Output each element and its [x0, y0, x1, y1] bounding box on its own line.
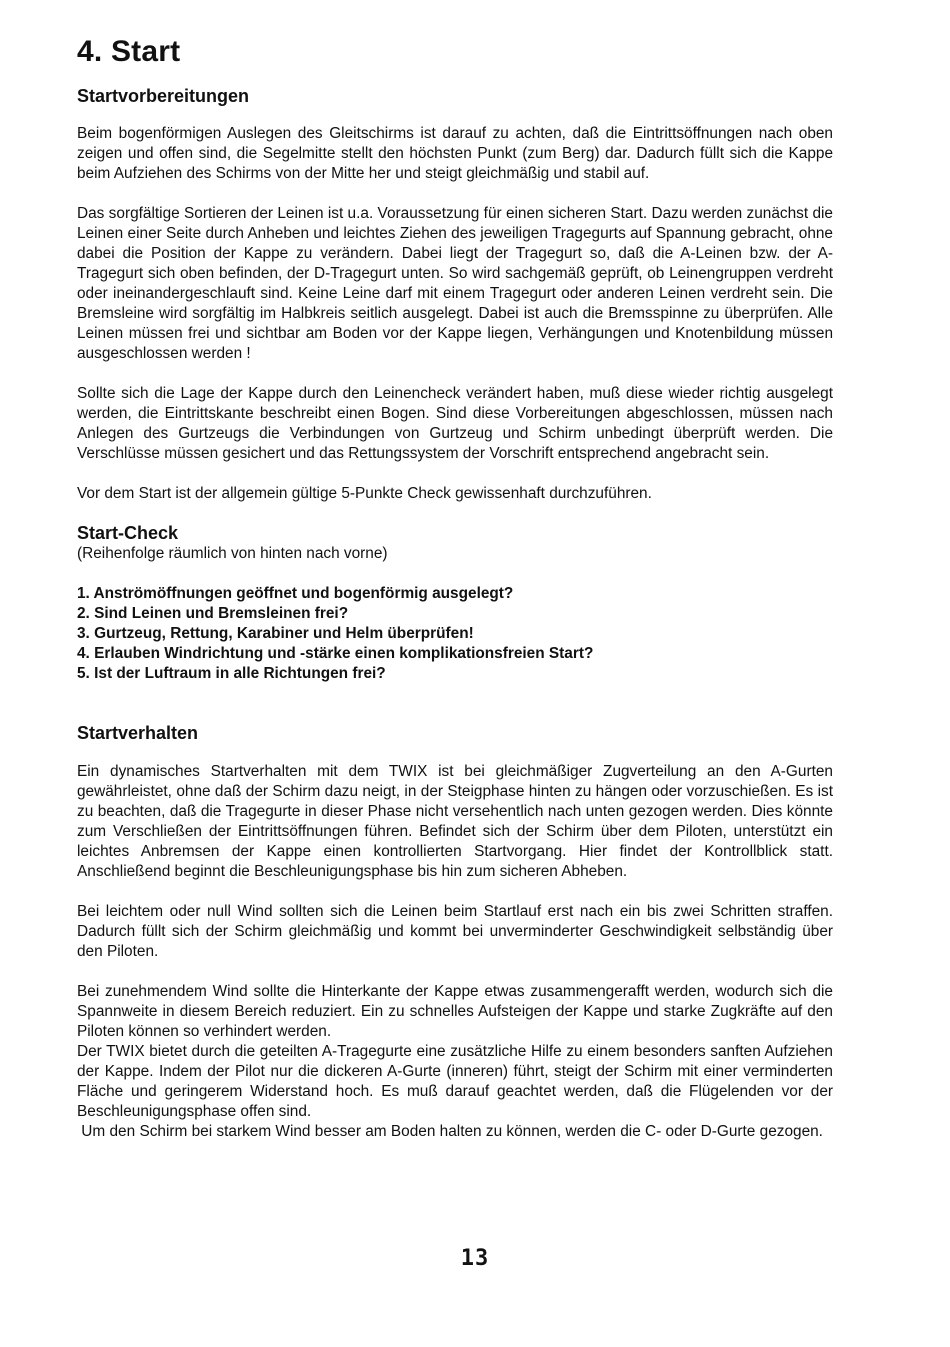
checklist-item: 4. Erlauben Windrichtung und -stärke einen komplikationsfreien Start? — [77, 645, 594, 662]
start-check-list — [77, 584, 833, 684]
paragraph: Das sorgfältige Sortieren der Leinen ist u.a. Voraussetzung für einen sicheren Start. Dazu werden zunächst die Leinen einer Seite durch Anheben und leichtes Ziehen des jeweiligen Tragegurts auf Spannung gebracht, ohne dabei die Position der Kappe zu verändern. Dabei liegt der Tragegurt so, daß die A-Leinen bzw. der A-Tragegurt sich oben befinden, der D-Tragegurt unten. So wird sachgemäß geprüft, ob Leinengruppen verdreht oder ineinandergeschlauft sind. Keine Leine darf mit einem Tragegurt oder anderen Leinen verdreht sein. Die Bremsleine wird sorgfältig im Halbkreis seitlich ausgelegt. Dabei ist auch die Bremsspinne zu überprüfen. Alle Leinen müssen frei und sichtbar am Boden vor der Kappe liegen, Verhängungen und Knotenbildung müssen ausgeschlossen werden ! — [77, 205, 833, 362]
document-page — [77, 32, 833, 1142]
paragraph: Der TWIX bietet durch die geteilten A-Tragegurte eine zusätzliche Hilfe zu einem besonders sanften Aufziehen der Kappe. Indem der Pilot nur die dickeren A-Gurte (inneren) führt, steigt der Schirm mit einer verminderten Fläche und geringerem Widerstand hoch. Es muß darauf geachtet werden, daß die Flügelenden vor der Beschleunigungsphase offen sind. — [77, 1043, 833, 1120]
checklist-item: 2. Sind Leinen und Bremsleinen frei? — [77, 605, 349, 622]
page-title: 4. Start — [77, 35, 181, 68]
checklist-item: 5. Ist der Luftraum in alle Richtungen frei? — [77, 665, 386, 682]
paragraph: Bei leichtem oder null Wind sollten sich die Leinen beim Startlauf erst nach ein bis zwei Schritten straffen. Dadurch füllt sich der Schirm gleichmäßig und kommt bei unverminderter Geschwindigkeit selbständig über den Piloten. — [77, 903, 833, 960]
paragraph: Vor dem Start ist der allgemein gültige 5-Punkte Check gewissenhaft durchzuführen. — [77, 485, 652, 502]
section-heading-startverhalten: Startverhalten — [77, 723, 199, 743]
paragraph: Sollte sich die Lage der Kappe durch den Leinencheck verändert haben, muß diese wieder richtig ausgelegt werden, die Eintrittskante beschreibt einen Bogen. Sind diese Vorbereitungen abgeschlossen, müssen nach Anlegen des Gurtzeugs die Verbindungen von Gurtzeug und Schirm unbedingt überprüft werden. Die Verschlüsse müssen gesichert und das Rettungssystem der Vorschrift entsprechend angebracht sein. — [77, 385, 833, 462]
paragraph: Ein dynamisches Startverhalten mit dem TWIX ist bei gleichmäßiger Zugverteilung an den A-Gurten gewährleistet, ohne daß der Schirm dazu neigt, in der Steigphase hinten zu hängen oder vorzuschießen. Es ist zu beachten, daß die Tragegurte in dieser Phase nicht versehentlich nach unten gezogen werden. Dies könnte zum Verschließen der Eintrittsöffnungen führen. Befindet sich der Schirm über dem Piloten, unterstützt ein leichtes Anbremsen der Kappe einen kontrollierten Startvorgang. Hier findet der Kontrollblick statt. Anschließend beginnt die Beschleunigungsphase bis hin zum sicheren Abheben. — [77, 763, 833, 880]
page-number: 13 — [460, 1246, 490, 1271]
start-check-subtitle: (Reihenfolge räumlich von hinten nach vorne) — [77, 545, 388, 562]
paragraph: Um den Schirm bei starkem Wind besser am Boden halten zu können, werden die C- oder D-Gurte gezogen. — [77, 1123, 823, 1140]
section-heading-startvorbereitungen: Startvorbereitungen — [77, 86, 250, 106]
checklist-item: 1. Anströmöffnungen geöffnet und bogenförmig ausgelegt? — [77, 585, 514, 602]
paragraph: Beim bogenförmigen Auslegen des Gleitschirms ist darauf zu achten, daß die Eintrittsöffnungen nach oben zeigen und offen sind, die Segelmitte stellt den höchsten Punkt (zum Berg) dar. Dadurch füllt sich die Kappe beim Aufziehen des Schirms von der Mitte her und steigt gleichmäßig und stabil auf. — [77, 125, 833, 182]
paragraph: Bei zunehmendem Wind sollte die Hinterkante der Kappe etwas zusammengerafft werden, wodurch sich die Spannweite in diesem Bereich reduziert. Ein zu schnelles Aufsteigen der Kappe und starke Zugkräfte auf den Piloten können so verhindert werden. — [77, 983, 833, 1040]
checklist-item: 3. Gurtzeug, Rettung, Karabiner und Helm überprüfen! — [77, 625, 474, 642]
section-heading-start-check: Start-Check — [77, 523, 179, 543]
